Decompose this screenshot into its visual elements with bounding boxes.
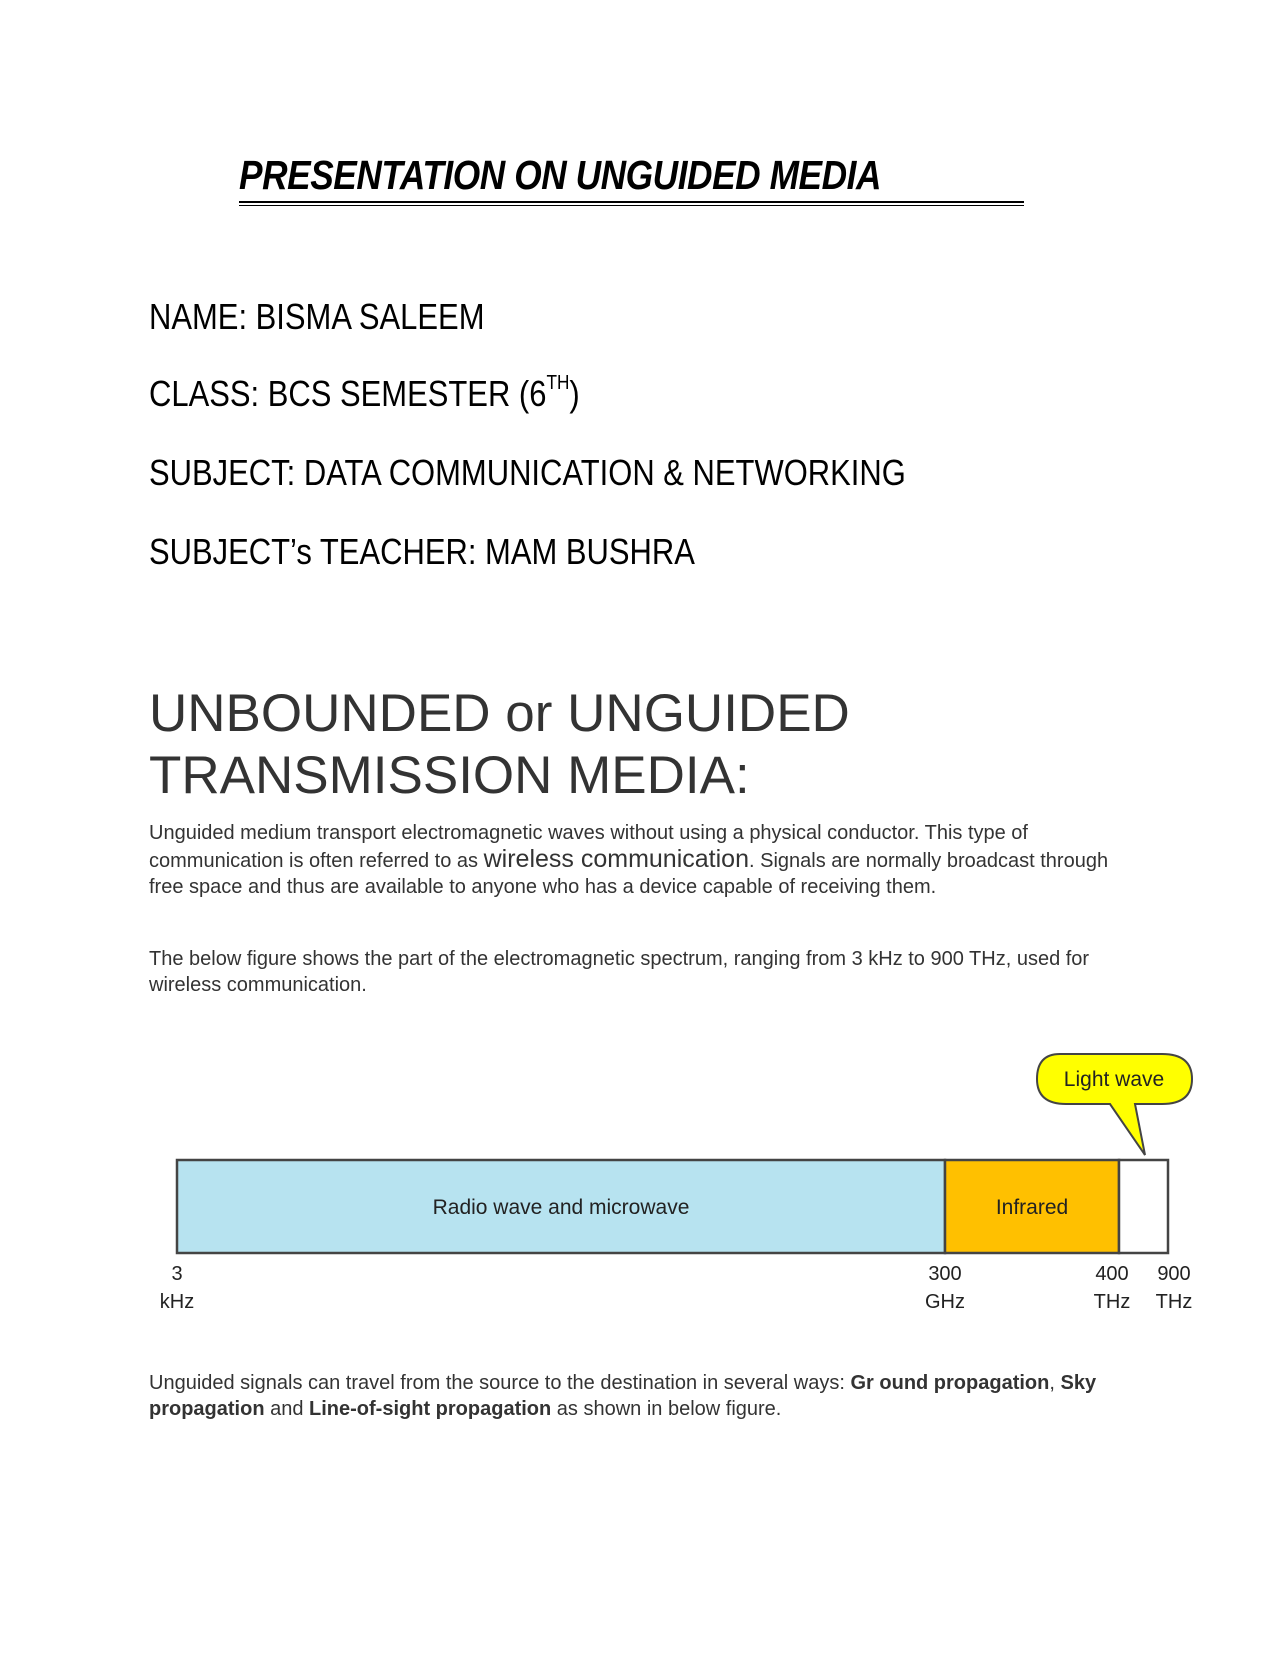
- spectrum-figure: [0, 1030, 1280, 1320]
- heading-line-1: UNBOUNDED or UNGUIDED: [149, 684, 850, 743]
- tick-unit: THz: [1155, 1291, 1193, 1313]
- subject: SUBJECT: DATA COMMUNICATION & NETWORKING: [149, 452, 906, 493]
- line-of-sight-propagation: Line-of-sight propagation: [309, 1398, 552, 1420]
- student-class: [149, 373, 580, 415]
- intro-paragraph: [149, 820, 1109, 900]
- band-light: [1119, 1160, 1168, 1253]
- title-underline-secondary: [239, 205, 1024, 206]
- propagation-paragraph: [149, 1370, 1109, 1422]
- title-underline: [239, 201, 1024, 203]
- callout-label: Light wave: [1063, 1068, 1165, 1091]
- document-title: PRESENTATION ON UNGUIDED MEDIA: [239, 152, 882, 198]
- para-text: . Signals are normally broadcast through free space and thus are available to anyone who has a device capable of receiving them.: [149, 850, 1109, 898]
- tick-value: 300: [928, 1263, 962, 1285]
- para-text: Unguided medium transport electromagnetic waves without using a physical conductor. This type of communication is often referred to as: [149, 822, 1028, 872]
- tick-value: 400: [1095, 1263, 1129, 1285]
- para-text: ,: [1049, 1372, 1061, 1394]
- para-text: as shown in below figure.: [551, 1398, 782, 1420]
- teacher: SUBJECT’s TEACHER: MAM BUSHRA: [149, 531, 695, 572]
- tick-unit: GHz: [925, 1291, 965, 1313]
- tick-unit: kHz: [159, 1291, 195, 1313]
- para-text: and: [264, 1398, 310, 1420]
- class-suffix: ): [569, 373, 580, 414]
- class-superscript: TH: [546, 372, 570, 394]
- class-text: CLASS: BCS SEMESTER (6: [149, 373, 547, 414]
- ground-propagation: Gr ound propagation: [850, 1372, 1050, 1394]
- heading-line-2: TRANSMISSION MEDIA:: [149, 746, 750, 805]
- sky-propagation: Sky propagation: [149, 1372, 1097, 1420]
- section-heading: [149, 683, 850, 807]
- student-name: NAME: BISMA SALEEM: [149, 296, 485, 337]
- tick-value: 3: [171, 1263, 183, 1285]
- tick-unit: THz: [1093, 1291, 1131, 1313]
- para-text: Unguided signals can travel from the source to the destination in several ways:: [149, 1372, 851, 1394]
- band-label-infrared: Infrared: [995, 1196, 1069, 1219]
- spectrum-paragraph: The below figure shows the part of the electromagnetic spectrum, ranging from 3 kHz to 900 THz, used for wireless communication.: [149, 948, 1090, 996]
- tick-value: 900: [1157, 1263, 1191, 1285]
- wireless-emphasis: wireless communication: [483, 845, 749, 873]
- band-label-radio: Radio wave and microwave: [432, 1196, 690, 1219]
